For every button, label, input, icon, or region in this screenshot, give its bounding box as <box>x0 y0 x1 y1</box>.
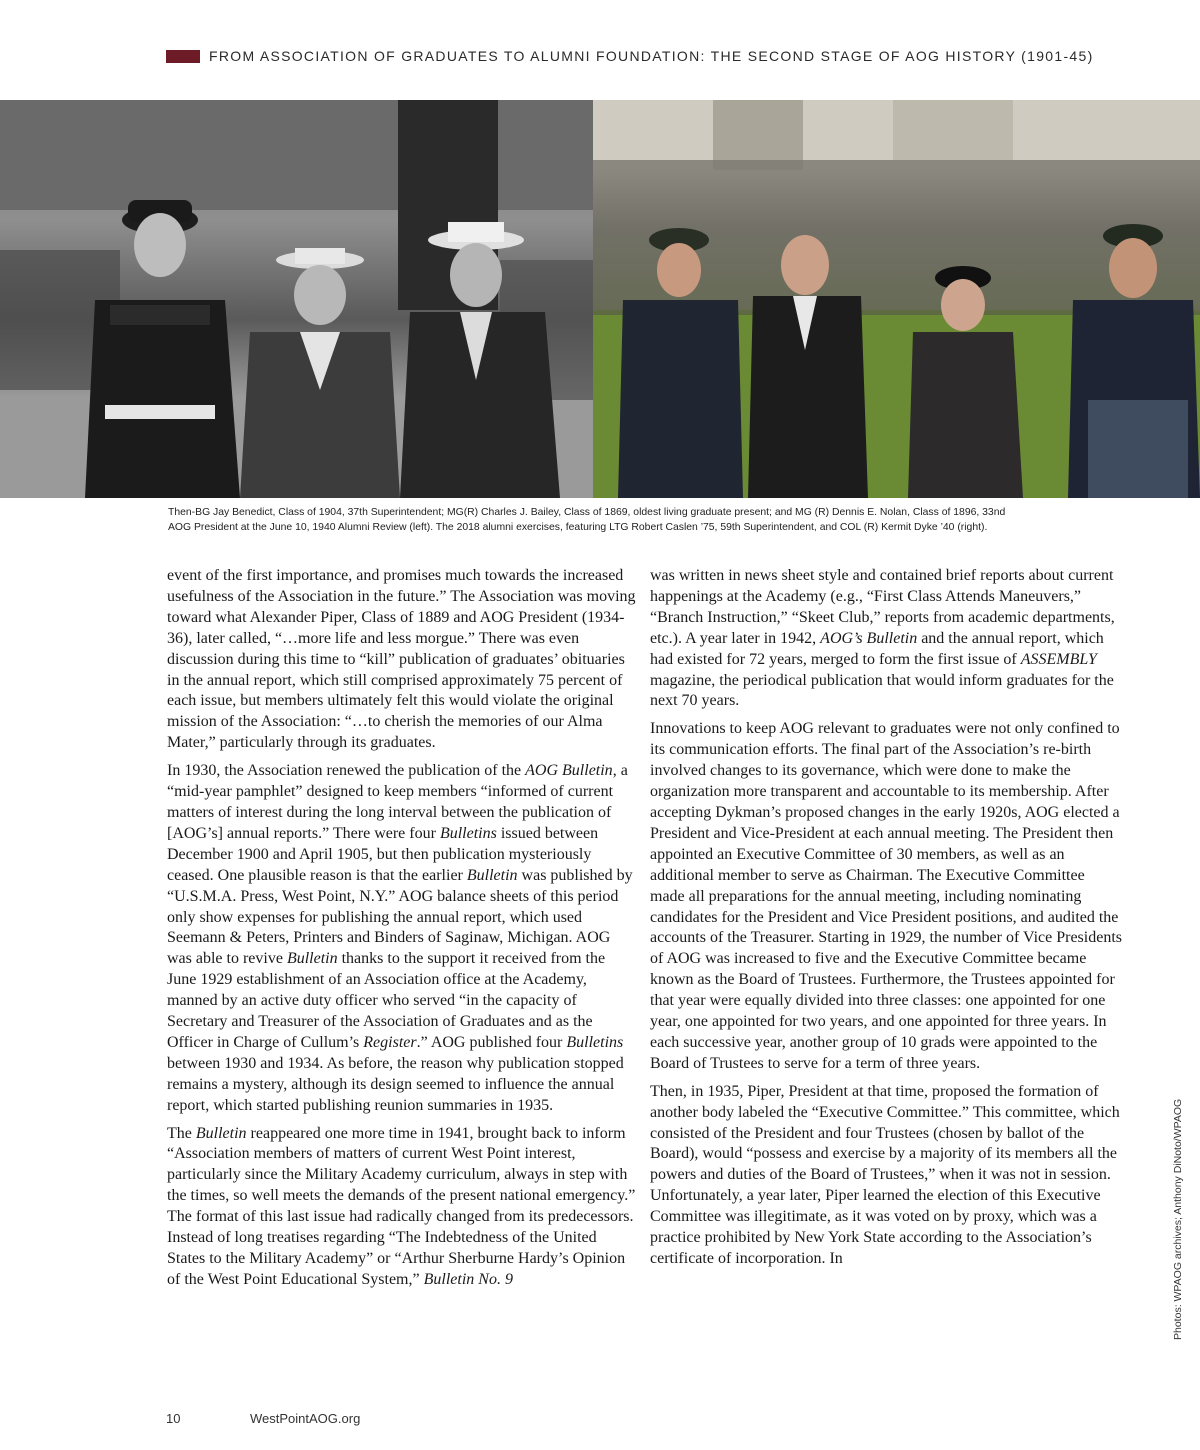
paragraph: event of the first importance, and promises much towards the increased usefulness of the Association in the future.” The Association was moving toward what Alexander Piper, Class of 1889 and AOG President (1934-36), later called, “…more life and less morgue.” There was even discussion during this time to “kill” publication of graduates’ obituaries in the annual report, which still comprised approximately 75 percent of each issue, but members ultimately felt this would violate the original mission of the Association: “…to cherish the memories of our Alma Mater,” particularly through its graduates. <box>167 567 636 752</box>
historic-photo-illustration <box>0 100 593 498</box>
historic-photo-1940 <box>0 100 593 498</box>
header-title: FROM ASSOCIATION OF GRADUATES TO ALUMNI FOUNDATION: THE SECOND STAGE OF AOG HISTORY (1901-45) <box>209 48 1094 64</box>
left-column <box>167 566 637 1298</box>
right-column <box>650 566 1122 1277</box>
caption-line-1: Then-BG Jay Benedict, Class of 1904, 37th Superintendent; MG(R) Charles J. Bailey, Class of 1869, oldest living graduate present; and MG (R) Dennis E. Nolan, Class of 1896, 33nd <box>168 507 1006 518</box>
paragraph: Then, in 1935, Piper, President at that time, proposed the formation of another body labeled the “Executive Committee.” This committee, which consisted of the President and four Trustees (chosen by ballot of the Board), would “possess and exercise by a majority of its members all the powers and duties of the Board of Trustees,” when it was not in session. Unfortunately, a year later, Piper learned the election of this Executive Committee was illegitimate, as it was voted on by proxy, which was a practice prohibited by New York State according to the Association’s certificate of incorporation. In <box>650 1082 1120 1267</box>
page-header <box>166 44 1094 68</box>
page-number: 10 <box>166 1411 181 1426</box>
paragraph: The Bulletin reappeared one more time in 1941, brought back to inform “Association members of matters of current West Point interest, particularly since the Military Academy curriculum, always in step with the times, so well meets the demands of the present national emergency.” The format of this last issue had radically changed from its predecessors. Instead of long treatises regarding “The Indebtedness of the United States to the Military Academy” or “Arthur Sherburne Hardy’s Opinion of the West Point Educational System,” Bulletin No. 9 <box>167 1124 636 1288</box>
caption-line-2: AOG President at the June 10, 1940 Alumni Review (left). The 2018 alumni exercises, featuring LTG Robert Caslen ’75, 59th Superintendent, and COL (R) Kermit Dyke ’40 (right). <box>168 522 988 533</box>
photo-caption <box>168 505 1128 535</box>
paragraph: In 1930, the Association renewed the publication of the AOG Bulletin, a “mid-year pamphlet” designed to keep members “informed of current matters of interest during the long interval between the publication of [AOG’s] annual reports.” There were four Bulletins issued between December 1900 and April 1905, but then publication mysteriously ceased. One plausible reason is that the earlier Bulletin was published by “U.S.M.A. Press, West Point, N.Y.” AOG balance sheets of this period only show expenses for publishing the annual report, which used Seemann & Peters, Printers and Binders of Saginaw, Michigan. AOG was able to revive Bulletin thanks to the support it received from the June 1929 establishment of an Association office at the Academy, manned by an active duty officer who served “in the capacity of Secretary and Treasurer of the Association of Graduates and as the Officer in Charge of Cullum’s Register.” AOG published four Bulletins between 1930 and 1934. As before, the reason why publication stopped remains a mystery, although its design seemed to influence the annual report, which started publishing reunion summaries in 1935. <box>167 762 633 1114</box>
photo-strip <box>0 100 1200 498</box>
paragraph: was written in news sheet style and contained brief reports about current happenings at the Academy (e.g., “First Class Attends Maneuvers,” “Branch Instruction,” “Skeet Club,” reports from academic departments, etc.). A year later in 1942, AOG’s Bulletin and the annual report, which had existed for 72 years, merged to form the first issue of ASSEMBLY magazine, the periodical publication that would inform graduates for the next 70 years. <box>650 567 1115 710</box>
modern-photo-illustration <box>593 100 1200 498</box>
alumni-exercises-photo-2018 <box>593 100 1200 498</box>
photo-credit: Photos: WPAOG archives; Anthony DiNoto/WPAOG <box>1172 1098 1184 1340</box>
website-link[interactable]: WestPointAOG.org <box>250 1411 361 1426</box>
header-accent-bar <box>166 50 200 63</box>
paragraph: Innovations to keep AOG relevant to graduates were not only confined to its communication efforts. The final part of the Association’s re-birth involved changes to its governance, which were done to make the organization more transparent and accountable to its membership. After accepting Dykman’s proposed changes in the early 1920s, AOG elected a President and Vice-President at each annual meeting. The President then appointed an Executive Committee of 30 members, as well as an additional member to serve as Chairman. The Executive Committee made all preparations for the annual meeting, including nominating candidates for the President and Vice President positions, and audited the accounts of the Treasurer. Starting in 1929, the number of Vice Presidents of AOG was increased to five and the Executive Committee became known as the Board of Trustees. Furthermore, the Trustees appointed for that year were equally divided into three classes: one appointed for one year, one appointed for two years, and one appointed for three years. In each successive year, another group of 10 grads were appointed to the Board of Trustees to serve for a term of three years. <box>650 720 1122 1072</box>
